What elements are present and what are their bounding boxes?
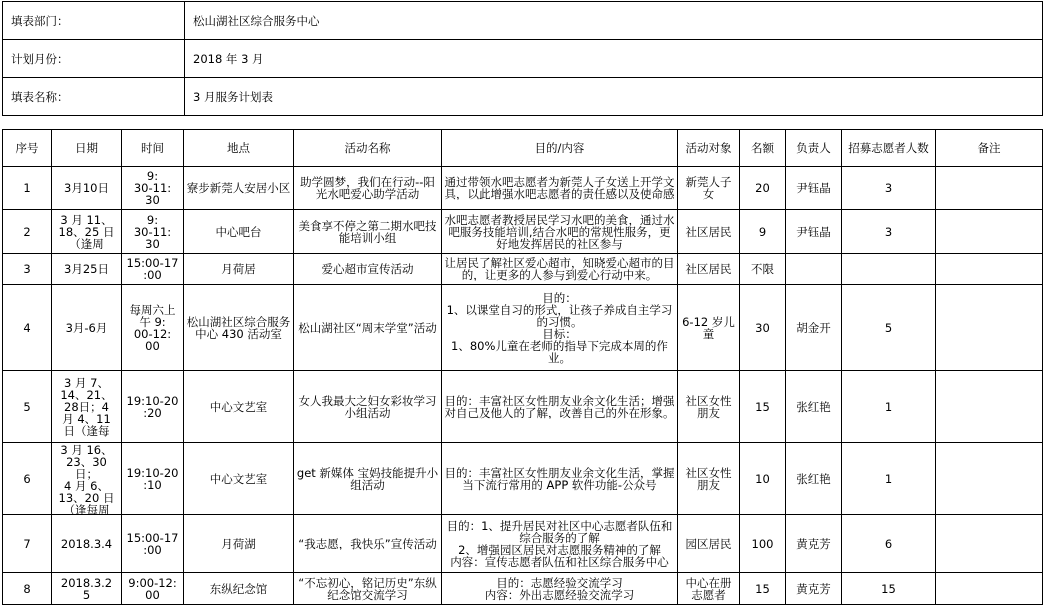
cell-remark	[936, 371, 1043, 443]
cell-place-text: 中心文艺室	[209, 472, 268, 485]
cell-time	[122, 573, 184, 605]
cell-volunteers	[842, 443, 936, 515]
cell-place-text: 月荷湖	[221, 537, 256, 550]
cell-volunteers-text: 1	[884, 400, 893, 413]
cell-target	[678, 443, 740, 515]
cell-leader-text: 黄克芳	[796, 537, 831, 550]
cell-volunteers	[842, 371, 936, 443]
cell-quota	[740, 573, 786, 605]
cell-no	[3, 515, 52, 573]
cell-quota-text: 15	[755, 582, 770, 595]
cell-volunteers-text: 1	[884, 472, 893, 485]
cell-leader-text: 张红艳	[796, 472, 831, 485]
cell-time	[122, 167, 184, 210]
cell-quota-text: 9	[758, 225, 767, 238]
table-row	[3, 254, 1043, 285]
cell-date	[52, 573, 122, 605]
cell-no-text: 4	[23, 321, 31, 334]
cell-quota-text: 15	[755, 400, 770, 413]
cell-volunteers	[842, 167, 936, 210]
cell-no	[3, 210, 52, 254]
cell-date-text: 3月25日	[64, 263, 109, 275]
cell-no-text: 1	[23, 182, 31, 194]
cell-quota	[740, 443, 786, 515]
cell-no-text: 6	[23, 472, 31, 485]
cell-date	[52, 443, 122, 515]
cell-date-text: 3 月 11、 18、25 日 （逢周	[58, 213, 115, 250]
name-label: 填表名称：	[3, 78, 185, 116]
cell-leader	[786, 285, 842, 371]
cell-target-text: 社区居民	[685, 263, 732, 275]
column-header-leader: 负责人	[786, 130, 842, 167]
cell-quota	[740, 254, 786, 285]
cell-activity-text: 爱心超市宣传活动	[321, 263, 414, 275]
cell-place	[184, 285, 294, 371]
cell-activity	[294, 210, 442, 254]
cell-quota	[740, 515, 786, 573]
cell-volunteers-text: 6	[884, 537, 893, 550]
cell-quota-text: 20	[755, 182, 770, 194]
cell-quota	[740, 371, 786, 443]
cell-leader-text: 黄克芳	[796, 582, 831, 595]
column-header-target: 活动对象	[678, 130, 740, 167]
cell-purpose-text: 通过带领水吧志愿者为新莞人子女送上开学文具，以此增强水吧志愿者的责任感以及使命感	[444, 176, 675, 200]
table-row	[3, 210, 1043, 254]
cell-quota-text: 100	[751, 537, 774, 550]
cell-remark	[936, 515, 1043, 573]
cell-quota-text: 30	[755, 321, 770, 334]
cell-target	[678, 254, 740, 285]
cell-target	[678, 371, 740, 443]
cell-leader-text: 尹钰晶	[796, 182, 831, 194]
cell-remark	[936, 285, 1043, 371]
cell-purpose-text: 让居民了解社区爱心超市，知晓爱心超市的目的，让更多的人参与到爱心行动中来。	[444, 257, 675, 281]
cell-target	[678, 515, 740, 573]
table-row	[3, 443, 1043, 515]
cell-activity	[294, 573, 442, 605]
cell-no-text: 8	[23, 582, 31, 595]
cell-date	[52, 167, 122, 210]
column-header-volunteers: 招募志愿者人数	[842, 130, 936, 167]
cell-leader	[786, 210, 842, 254]
cell-activity	[294, 254, 442, 285]
cell-remark	[936, 210, 1043, 254]
cell-leader-text: 尹钰晶	[796, 225, 831, 238]
cell-volunteers	[842, 254, 936, 285]
table-row	[3, 371, 1043, 443]
column-header-place: 地点	[184, 130, 294, 167]
cell-quota-text: 不限	[751, 263, 774, 275]
cell-no-text: 2	[23, 225, 31, 238]
cell-place-text: 中心文艺室	[209, 400, 268, 413]
cell-target-text: 新莞人子女	[685, 176, 732, 200]
cell-place	[184, 371, 294, 443]
cell-time-text: 9:00-12: 00	[128, 576, 177, 601]
dept-value: 松山湖社区综合服务中心	[185, 2, 1043, 40]
cell-no-text: 5	[23, 400, 31, 413]
cell-volunteers	[842, 210, 936, 254]
cell-time-text: 19:10-20 :20	[126, 394, 179, 419]
cell-target	[678, 573, 740, 605]
cell-no-text: 3	[23, 263, 31, 275]
cell-leader	[786, 443, 842, 515]
column-header-no: 序号	[3, 130, 52, 167]
cell-time-text: 15:00-17 :00	[126, 531, 179, 556]
cell-volunteers-text: 3	[884, 182, 893, 194]
cell-purpose-text: 目的： 1、以课堂自习的形式，让孩子养成自主学习的习惯。 目标： 1、80%儿童在老师的指导下完成本周的作业。	[446, 291, 673, 364]
cell-date-text: 3 月 7、 14、21、 28日；4 月 4、11 日（逢每	[60, 376, 113, 437]
cell-place	[184, 573, 294, 605]
column-header-remark: 备注	[936, 130, 1043, 167]
cell-volunteers-text: 15	[881, 582, 896, 595]
cell-date-text: 2018.3.4	[60, 537, 113, 550]
name-value: 3 月服务计划表	[185, 78, 1043, 116]
cell-time	[122, 210, 184, 254]
cell-target	[678, 167, 740, 210]
cell-leader	[786, 371, 842, 443]
cell-activity	[294, 515, 442, 573]
cell-leader-text: 胡金开	[796, 321, 831, 334]
cell-volunteers-text: 3	[884, 225, 893, 238]
cell-target	[678, 210, 740, 254]
cell-date-text: 3月-6月	[65, 321, 108, 334]
cell-activity-text: “不忘初心，铭记历史”东纵纪念馆交流学习	[298, 576, 437, 601]
column-header-purpose: 目的/内容	[442, 130, 678, 167]
cell-purpose-text: 目的：丰富社区女性朋友业余文化生活；增强对自己及他人的了解，改善自己的外在形象。	[444, 394, 675, 419]
cell-leader	[786, 254, 842, 285]
cell-quota	[740, 210, 786, 254]
cell-target-text: 园区居民	[685, 537, 732, 550]
cell-place-text: 松山湖社区综合服务中心 430 活动室	[186, 315, 291, 340]
header-row-month	[3, 40, 1043, 78]
cell-activity-text: 助学圆梦，我们在行动--阳光水吧爱心助学活动	[300, 176, 435, 200]
cell-target-text: 中心在册志愿者	[685, 576, 732, 601]
cell-purpose	[442, 443, 678, 515]
cell-date	[52, 210, 122, 254]
cell-purpose	[442, 210, 678, 254]
cell-purpose	[442, 371, 678, 443]
month-value: 2018 年 3 月	[185, 40, 1043, 78]
cell-place	[184, 167, 294, 210]
cell-place-text: 东纵纪念馆	[209, 582, 268, 595]
cell-date	[52, 371, 122, 443]
cell-quota	[740, 167, 786, 210]
cell-no	[3, 443, 52, 515]
cell-date	[52, 515, 122, 573]
column-header-activity: 活动名称	[294, 130, 442, 167]
column-header-row	[3, 130, 1043, 167]
cell-target-text: 社区女性朋友	[685, 394, 732, 419]
service-plan-table	[2, 129, 1043, 605]
cell-volunteers	[842, 515, 936, 573]
table-row	[3, 515, 1043, 573]
cell-no	[3, 167, 52, 210]
cell-remark	[936, 573, 1043, 605]
cell-time-text: 9: 30-11: 30	[133, 170, 172, 206]
cell-place	[184, 210, 294, 254]
cell-place	[184, 254, 294, 285]
cell-remark	[936, 443, 1043, 515]
table-row	[3, 285, 1043, 371]
cell-leader	[786, 573, 842, 605]
cell-activity	[294, 443, 442, 515]
cell-activity-text: “我志愿，我快乐”宣传活动	[298, 537, 437, 550]
month-label: 计划月份：	[3, 40, 185, 78]
cell-time	[122, 443, 184, 515]
cell-no-text: 7	[23, 537, 31, 550]
column-header-time: 时间	[122, 130, 184, 167]
header-row-name	[3, 78, 1043, 116]
cell-purpose	[442, 167, 678, 210]
cell-target-text: 社区女性朋友	[685, 466, 732, 491]
table-row	[3, 573, 1043, 605]
cell-activity	[294, 285, 442, 371]
cell-purpose	[442, 285, 678, 371]
cell-activity-text: 美食享不停之第二期水吧技能培训小组	[298, 219, 437, 244]
cell-remark	[936, 167, 1043, 210]
cell-quota-text: 10	[755, 472, 770, 485]
cell-time	[122, 515, 184, 573]
cell-target-text: 社区居民	[685, 225, 732, 238]
header-row-dept	[3, 2, 1043, 40]
cell-no	[3, 254, 52, 285]
cell-date	[52, 254, 122, 285]
cell-target-text: 6-12 岁儿童	[682, 315, 735, 340]
cell-time	[122, 371, 184, 443]
cell-place	[184, 443, 294, 515]
cell-purpose-text: 目的：志愿经验交流学习 内容：外出志愿经验交流学习	[484, 576, 635, 601]
cell-place	[184, 515, 294, 573]
header-table	[2, 1, 1043, 116]
cell-place-text: 月荷居	[221, 263, 256, 275]
cell-time	[122, 285, 184, 371]
cell-leader-text: 张红艳	[796, 400, 831, 413]
cell-purpose	[442, 515, 678, 573]
cell-activity-text: 女人我最大之妇女彩妆学习小组活动	[298, 394, 437, 419]
cell-leader	[786, 515, 842, 573]
table-row	[3, 167, 1043, 210]
cell-time	[122, 254, 184, 285]
cell-time-text: 15:00-17 :00	[126, 257, 179, 281]
cell-no	[3, 573, 52, 605]
cell-purpose-text: 目的：丰富社区女性朋友业余文化生活，掌握当下流行常用的 APP 软件功能-公众号	[444, 466, 675, 491]
cell-purpose-text: 目的：1、提升居民对社区中心志愿者队伍和综合服务的了解 2、增强园区居民对志愿服务精神的了解 内容：宣传志愿者队伍和社区综合服务中心	[446, 519, 673, 568]
cell-target	[678, 285, 740, 371]
cell-time-text: 每周六上 午 9: 00-12: 00	[129, 303, 176, 352]
cell-date	[52, 285, 122, 371]
cell-place-text: 中心吧台	[215, 225, 262, 238]
cell-no	[3, 371, 52, 443]
cell-activity-text: 松山湖社区“周末学堂”活动	[298, 321, 437, 334]
cell-no	[3, 285, 52, 371]
cell-volunteers-text: 5	[884, 321, 893, 334]
cell-date-text: 3月10日	[64, 182, 109, 194]
cell-date-text: 3 月 16、 23、30 日； 4 月 6、 13、20 日 （逢每周	[58, 443, 115, 514]
cell-date-text: 2018.3.2 5	[60, 576, 113, 601]
cell-remark	[936, 254, 1043, 285]
cell-quota	[740, 285, 786, 371]
column-header-quota: 名额	[740, 130, 786, 167]
dept-label: 填表部门：	[3, 2, 185, 40]
cell-volunteers	[842, 285, 936, 371]
cell-activity-text: get 新媒体 宝妈技能提升小组活动	[296, 466, 439, 491]
cell-purpose	[442, 573, 678, 605]
cell-volunteers	[842, 573, 936, 605]
cell-purpose-text: 水吧志愿者教授居民学习水吧的美食，通过水吧服务技能培训,结合水吧的常规性服务，更好地发挥居民的社区参与	[444, 213, 675, 250]
table-body	[3, 167, 1043, 605]
cell-activity	[294, 167, 442, 210]
cell-leader	[786, 167, 842, 210]
cell-time-text: 9: 30-11: 30	[133, 213, 172, 250]
cell-place-text: 寮步新莞人安居小区	[186, 182, 291, 194]
column-header-date: 日期	[52, 130, 122, 167]
cell-purpose	[442, 254, 678, 285]
cell-activity	[294, 371, 442, 443]
cell-time-text: 19:10-20 :10	[126, 466, 179, 491]
